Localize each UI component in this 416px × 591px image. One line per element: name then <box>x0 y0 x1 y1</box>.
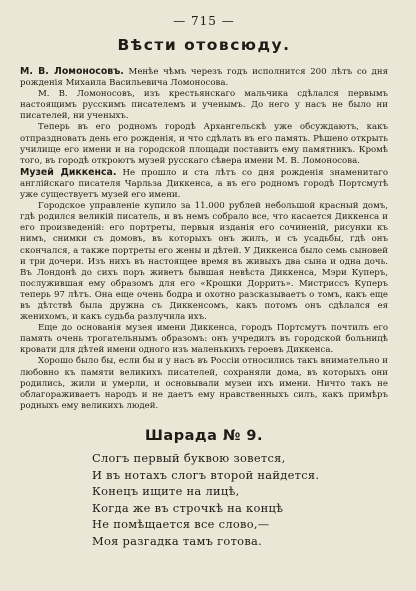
paragraph-lomonosov-bio: М. В. Ломоносовъ, изъ крестьянскаго мальчика сдѣлался первымъ настоящимъ русскимъ писателемъ и ученымъ. До него у насъ не было ни писателей, ни ученыхъ. <box>20 89 388 122</box>
paragraph-dickens-intro: Музей Диккенса. Не прошло и ста лѣтъ со дня рожденія знаменитаго англійскаго писателя Чарльза Диккенса, а въ его родномъ городѣ Портсмутѣ уже существуетъ музей его имени. <box>20 166 388 201</box>
lomonosov-heading: М. В. Ломоносовъ. <box>20 66 124 77</box>
sharada-poem <box>92 450 388 550</box>
news-article-body <box>20 66 388 412</box>
paragraph-russia-museums: Хорошо было бы, если бы и у насъ въ Россіи относились такъ внимательно и любовно къ памяти великихъ писателей, сохраняли дома, въ которыхъ они родились, жили и умерли, и основывали музеи ихъ имени. Ничто такъ не облагораживаетъ народъ и не даетъ ему нравственныхъ силъ, какъ примѣръ родныхъ ему великихъ людей. <box>20 356 388 411</box>
section-title: Вѣсти отовсюду. <box>117 36 291 54</box>
dickens-heading: Музей Диккенса. <box>20 166 117 178</box>
poem-line: Слогъ первый буквою зовется, <box>92 450 286 465</box>
poem-line: И въ нотахъ слогъ второй найдется. <box>92 467 320 482</box>
paragraph-dickens-house: Городское управленіе купило за 11.000 рублей небольшой красный домъ, гдѣ родился великій писатель, и въ немъ собрало все, что касается Диккенса и его произведеній: его портреты, первыя изданія его сочиненій, рисунки къ нимъ, снимки съ домовъ, въ которыхъ онъ жилъ, и съ усадьбы, гдѣ онъ скончался, а также портреты его жены и дѣтей. У Диккенса было семь сыновей и три дочери. Изъ нихъ въ настоящее время въ живыхъ два сына и одна дочь. Въ Лондонѣ до сихъ поръ живетъ бывшая невѣста Диккенса, Мэри Куперъ, послужившая ему образомъ для его «Крошки Доррить». Мистриссъ Куперъ теперь 97 лѣтъ. Она еще очень бодра и охотно разсказываетъ о томъ, какъ еще въ дѣтствѣ была дружна съ Диккенсомъ, какъ потомъ онъ сдѣлался ея женихомъ, и какъ судьба разлучила ихъ. <box>20 201 388 323</box>
paragraph-lomonosov-plans: Теперь въ его родномъ городѣ Архангельскѣ уже обсуждаютъ, какъ отпраздновать день его рожденія, и что сдѣлать въ его память. Рѣшено открыть училище его имени и на городской площади поставить ему памятникъ. Кромѣ того, въ городѣ откроютъ музей русскаго сѣвера имени М. В. Ломоносова. <box>20 122 388 166</box>
page-number: — 715 — <box>173 14 235 28</box>
sharada-title: Шарада № 9. <box>145 427 263 444</box>
poem-line: Когда же въ строчкѣ на концѣ <box>92 500 284 515</box>
poem-line: Не помѣщается все слово,— <box>92 517 270 532</box>
paragraph-dickens-hospital: Еще до основанія музея имени Диккенса, городъ Портсмутъ почтилъ его память очень трогательнымъ образомъ: онъ учредилъ въ городской больницѣ кровати для дѣтей имени одного изъ маленькихъ героевъ Диккенса. <box>20 323 388 356</box>
poem-line: Конецъ ищите на лицѣ, <box>92 484 240 499</box>
poem-line: Моя разгадка тамъ готова. <box>92 533 263 548</box>
paragraph-lomonosov-intro: М. В. Ломоносовъ. Менѣе чѣмъ черезъ годъ исполнится 200 лѣтъ со дня рожденія Михаила Васильевича Ломоносова. <box>20 66 388 89</box>
